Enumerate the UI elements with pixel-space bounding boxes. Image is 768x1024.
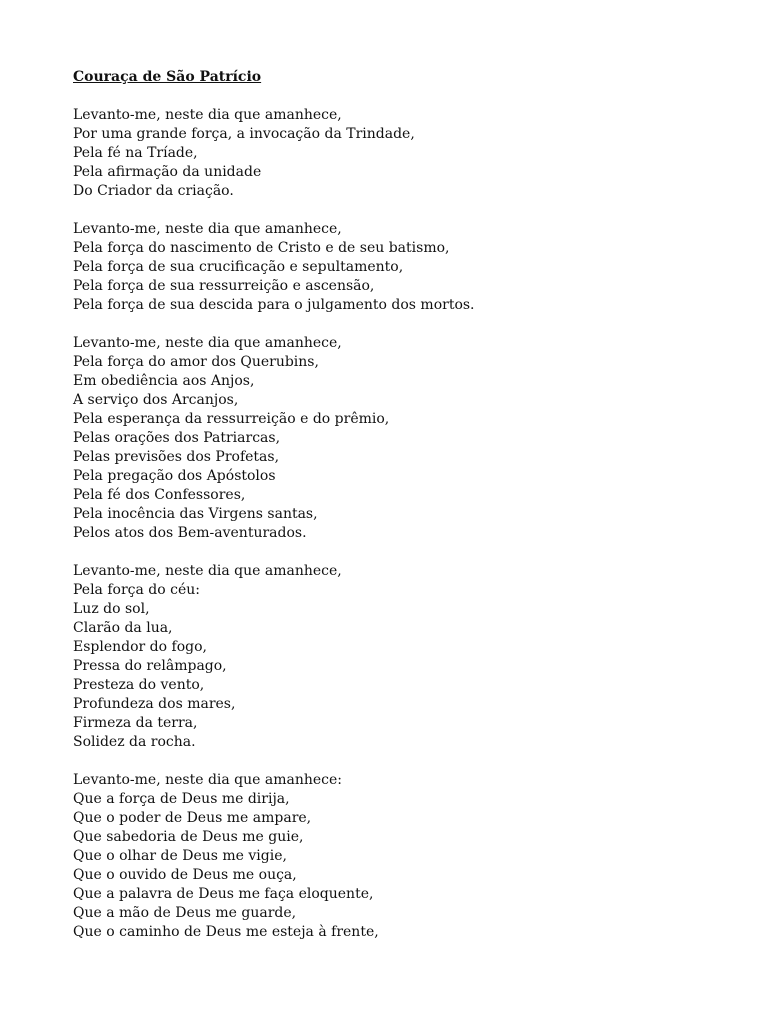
stanza: [73, 106, 713, 201]
poem-line: Firmeza da terra,: [73, 715, 198, 731]
poem-line: Que o olhar de Deus me vigie,: [73, 848, 287, 864]
poem-line: Que a palavra de Deus me faça eloquente,: [73, 886, 374, 902]
poem-line: Do Criador da criação.: [73, 183, 234, 199]
poem-line: Esplendor do fogo,: [73, 639, 207, 655]
poem-line: Pela força de sua ressurreição e ascensão,: [73, 278, 375, 294]
poem-line: Levanto-me, neste dia que amanhece:: [73, 772, 343, 788]
poem-line: Pela afirmação da unidade: [73, 164, 262, 180]
poem-line: Pela esperança da ressurreição e do prêmio,: [73, 411, 390, 427]
poem-line: Pela força do nascimento de Cristo e de seu batismo,: [73, 240, 450, 256]
poem-line: Pela força do céu:: [73, 582, 200, 598]
poem-line: Pela força de sua descida para o julgamento dos mortos.: [73, 297, 475, 313]
poem-line: Profundeza dos mares,: [73, 696, 236, 712]
poem-line: Pelos atos dos Bem-aventurados.: [73, 525, 307, 541]
poem-line: Que sabedoria de Deus me guie,: [73, 829, 304, 845]
stanza: [73, 562, 713, 752]
poem-line: Clarão da lua,: [73, 620, 173, 636]
poem-line: Que a mão de Deus me guarde,: [73, 905, 297, 921]
poem-line: Levanto-me, neste dia que amanhece,: [73, 107, 342, 123]
poem-line: Presteza do vento,: [73, 677, 205, 693]
poem-line: Pela fé dos Confessores,: [73, 487, 246, 503]
poem-line: Em obediência aos Anjos,: [73, 373, 255, 389]
poem-line: Por uma grande força, a invocação da Trindade,: [73, 126, 415, 142]
poem-body: [73, 106, 713, 942]
poem-line: Pela pregação dos Apóstolos: [73, 468, 276, 484]
poem-line: Que a força de Deus me dirija,: [73, 791, 290, 807]
stanza: [73, 220, 713, 315]
poem-line: Pela força do amor dos Querubins,: [73, 354, 319, 370]
poem-line: Pela força de sua crucificação e sepultamento,: [73, 259, 404, 275]
document-page: [73, 68, 713, 961]
poem-line: Luz do sol,: [73, 601, 150, 617]
poem-line: Solidez da rocha.: [73, 734, 196, 750]
poem-line: Que o ouvido de Deus me ouça,: [73, 867, 297, 883]
stanza: [73, 771, 713, 942]
poem-line: Que o caminho de Deus me esteja à frente,: [73, 924, 379, 940]
document-title: Couraça de São Patrício: [73, 69, 262, 85]
poem-line: Pelas previsões dos Profetas,: [73, 449, 280, 465]
stanza: [73, 334, 713, 543]
poem-line: A serviço dos Arcanjos,: [73, 392, 239, 408]
poem-line: Pelas orações dos Patriarcas,: [73, 430, 281, 446]
poem-line: Pela inocência das Virgens santas,: [73, 506, 318, 522]
poem-line: Levanto-me, neste dia que amanhece,: [73, 563, 342, 579]
poem-line: Que o poder de Deus me ampare,: [73, 810, 312, 826]
poem-line: Levanto-me, neste dia que amanhece,: [73, 221, 342, 237]
poem-line: Levanto-me, neste dia que amanhece,: [73, 335, 342, 351]
poem-line: Pela fé na Tríade,: [73, 145, 198, 161]
poem-line: Pressa do relâmpago,: [73, 658, 227, 674]
